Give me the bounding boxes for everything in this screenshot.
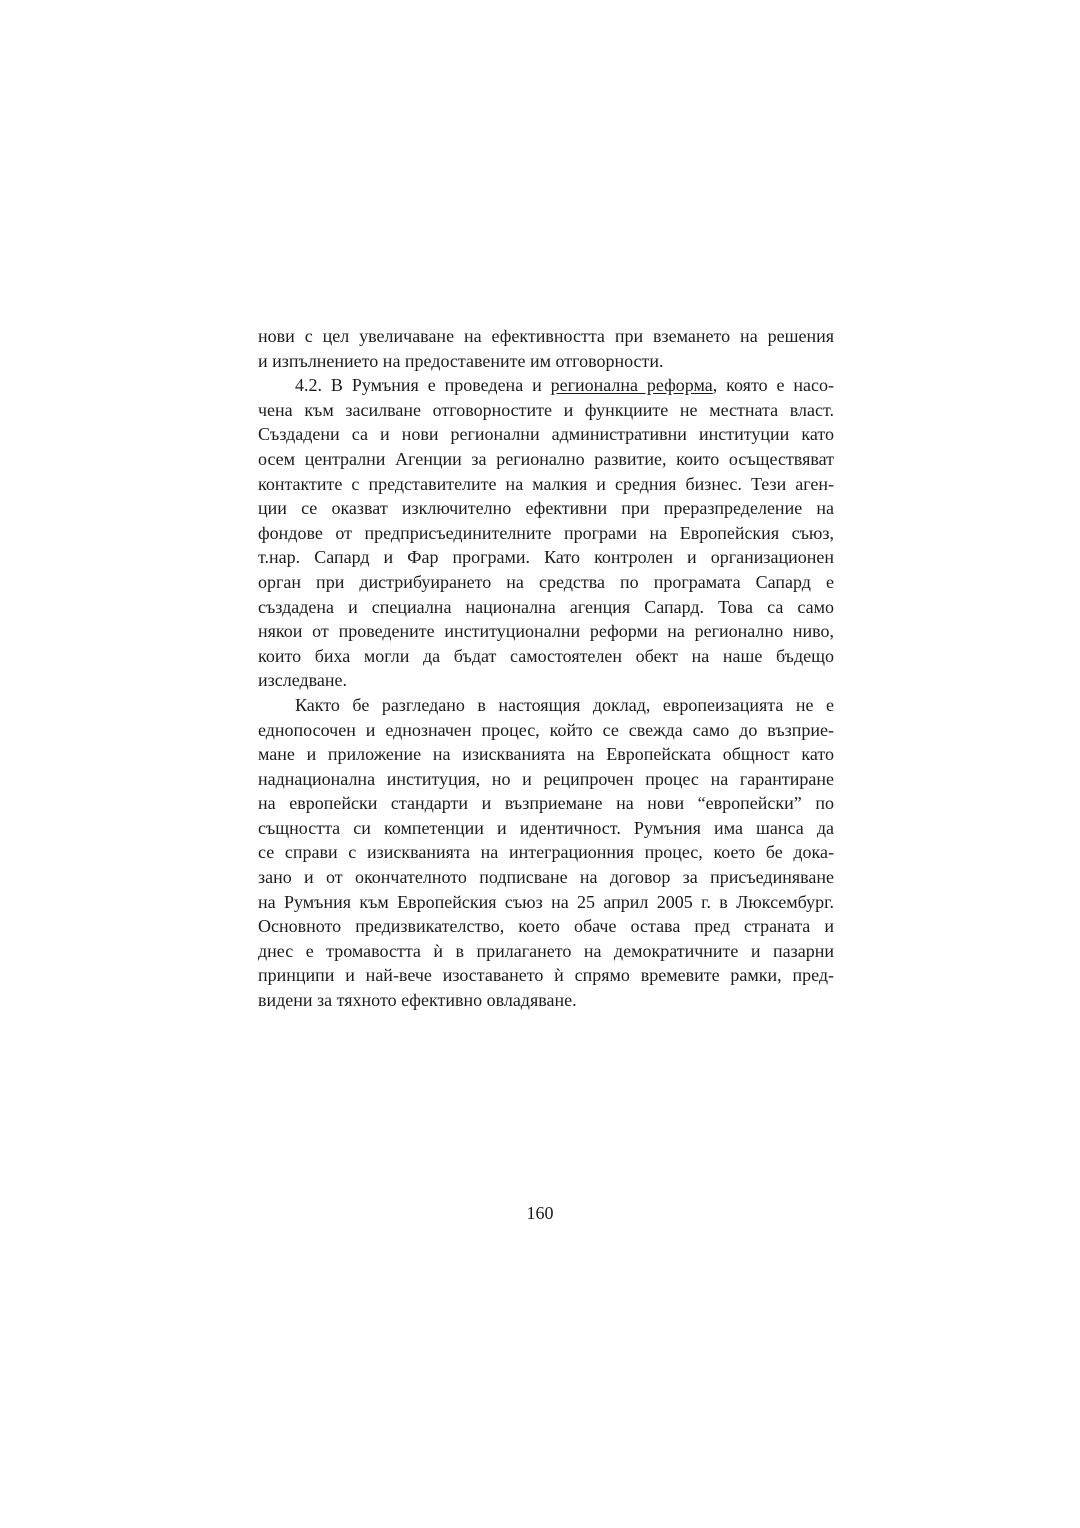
text-line: Както бе разгледано в настоящия доклад, европеизацията не е	[295, 694, 834, 715]
text-line: орган при дистрибуирането на средства по програмата Сапард е	[258, 571, 834, 592]
text-line: днес е тромавостта ѝ в прилагането на демократичните и пазарни	[258, 940, 834, 961]
underlined-term: регионална реформа	[550, 375, 713, 396]
paragraph-1	[258, 324, 834, 373]
text-line: същността си компетенции и идентичност. Румъния има шанса да	[258, 817, 834, 838]
text-line: ции се оказват изключително ефективни при преразпределение на	[258, 498, 834, 519]
paragraph-2	[258, 373, 834, 693]
text-line: на европейски стандарти и възприемане на нови “европейски” по	[258, 793, 834, 814]
text-line: чена към засилване отговорностите и функциите не местната власт.	[258, 399, 834, 420]
text-line: еднопосочен и еднозначен процес, който се свежда само до възприе-	[258, 719, 834, 740]
text-line: контактите с представителите на малкия и средния бизнес. Тези аген-	[258, 473, 834, 494]
text-segment: 4.2. В Румъния е проведена и	[295, 375, 551, 396]
text-line: Създадени са и нови регионални административни институции като	[258, 424, 834, 445]
text-line: наднационална институция, но и реципрочен процес на гарантиране	[258, 768, 834, 789]
text-line: и изпълнението на предоставените им отговорности.	[258, 350, 664, 371]
text-line: мане и приложение на изискванията на Европейската общност като	[258, 744, 834, 765]
text-line: осем централни Агенции за регионално развитие, които осъществяват	[258, 448, 834, 469]
paragraph-3	[258, 693, 834, 1013]
text-line: фондове от предприсъединителните програми на Европейския съюз,	[258, 522, 834, 543]
text-line: принципи и най-вече изоставането ѝ спрямо времевите рамки, пред-	[258, 965, 834, 986]
text-line: Основното предизвикателство, което обаче остава пред страната и	[258, 916, 834, 937]
page-number: 160	[526, 1203, 554, 1223]
text-line: т.нар. Сапард и Фар програми. Като контролен и организационен	[258, 547, 834, 568]
text-line: на Румъния към Европейския съюз на 25 април 2005 г. в Люксембург.	[258, 891, 834, 912]
text-line: се справи с изискванията на интеграционния процес, което бе дока-	[258, 842, 834, 863]
text-line: някои от проведените институционални реформи на регионално ниво,	[258, 621, 834, 642]
text-segment: , която е насо-	[712, 375, 834, 396]
text-line	[258, 373, 834, 398]
body-text	[258, 324, 834, 1013]
text-line: зано и от окончателното подписване на договор за присъединяване	[258, 867, 834, 888]
text-line: видени за тяхното ефективно овладяване.	[258, 990, 577, 1011]
text-line: създадена и специална национална агенция Сапард. Това са само	[258, 596, 834, 617]
text-line: нови с цел увеличаване на ефективността при вземането на решения	[258, 326, 834, 346]
text-line: изследване.	[258, 670, 347, 691]
text-line: които биха могли да бъдат самостоятелен обект на наше бъдещо	[258, 645, 834, 666]
